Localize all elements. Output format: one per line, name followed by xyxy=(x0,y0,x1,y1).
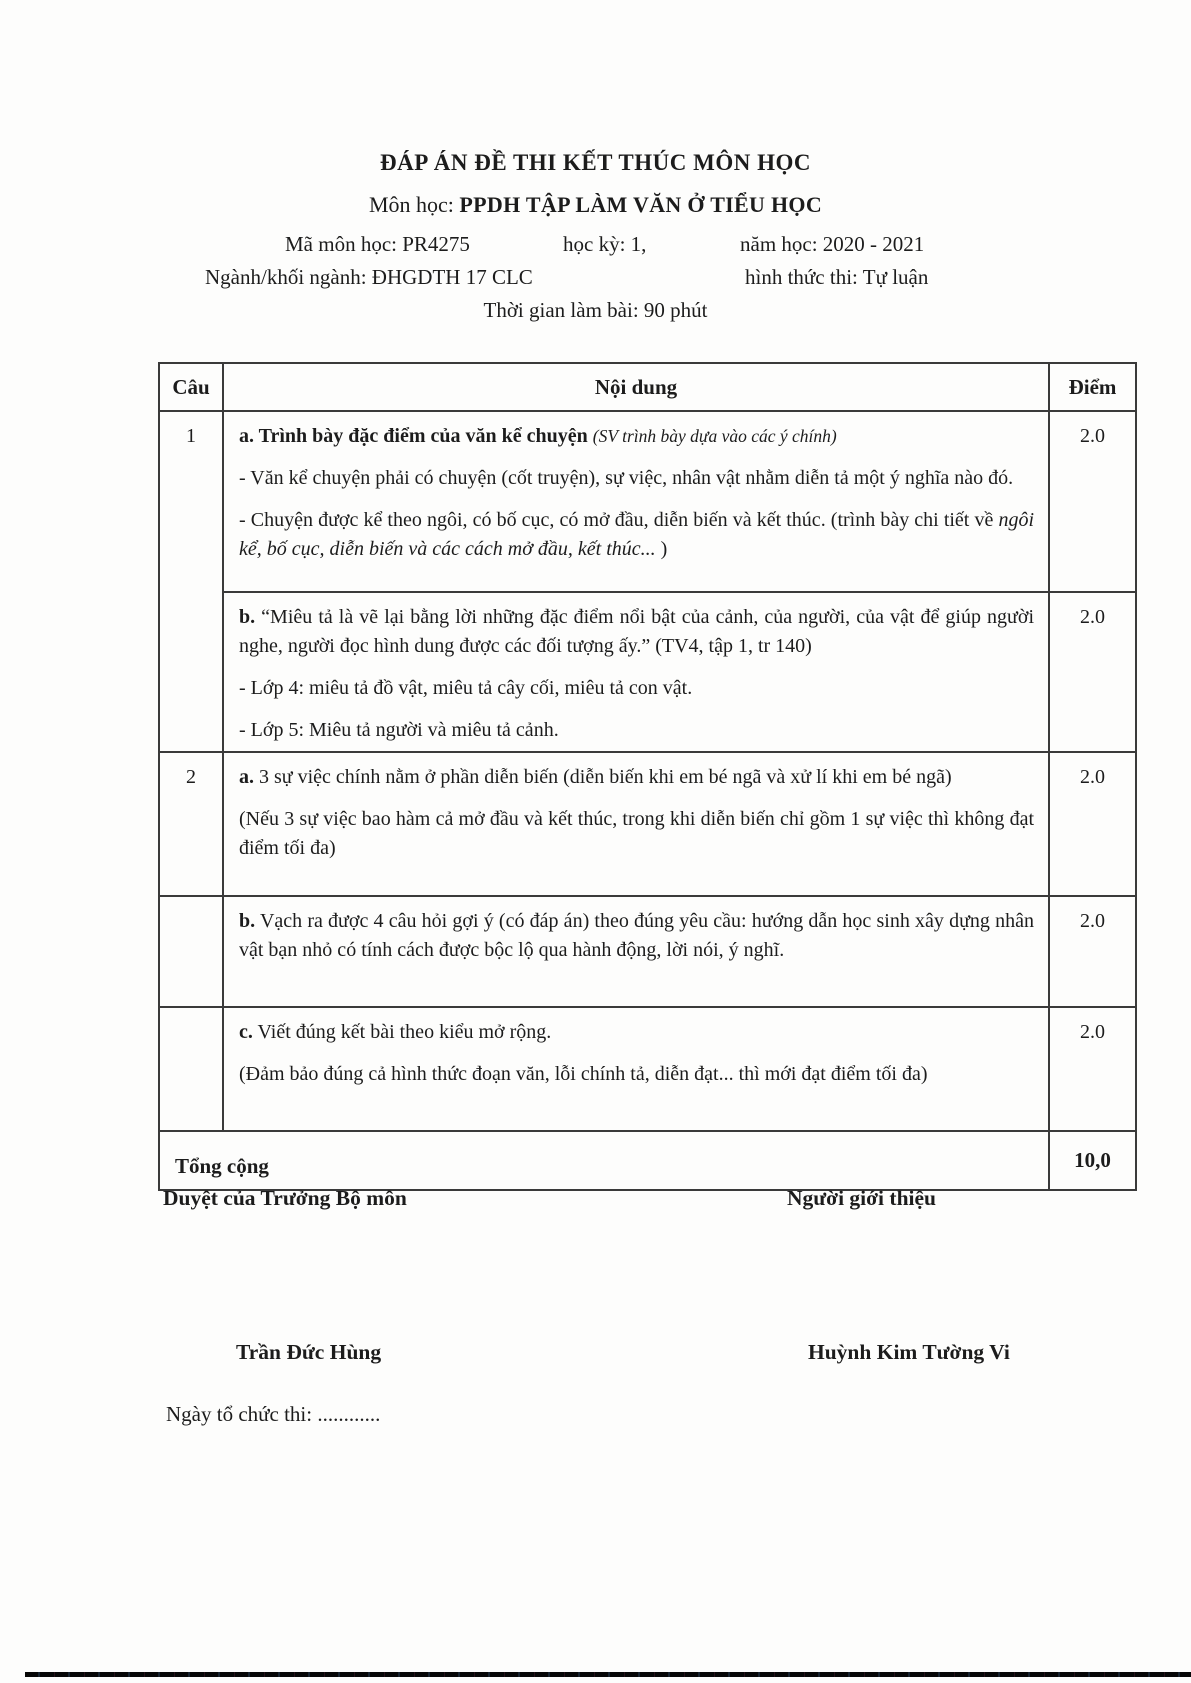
text-run: Vạch ra được 4 câu hỏi gợi ý (có đáp án) theo đúng yêu cầu: hướng dẫn học sinh xây dựng nhân vật bạn nhỏ có tính cách được bộc lộ qua hành động, lời nói, ý nghĩ. xyxy=(239,910,1034,961)
introducer-name: Huỳnh Kim Tường Vi xyxy=(808,1340,1010,1364)
text-run: Viết đúng kết bài theo kiểu mở rộng. xyxy=(252,1021,552,1043)
question-number-cell xyxy=(159,1007,223,1131)
question-number-cell: 1 xyxy=(159,411,223,752)
score-cell: 2.0 xyxy=(1049,1007,1136,1131)
scan-artifact-bar xyxy=(25,1672,1191,1677)
semester: học kỳ: 1, xyxy=(563,232,647,256)
answer-paragraph xyxy=(239,603,1034,661)
text-run: 3 sự việc chính nằm ở phần diễn biến (diễn biến khi em bé ngã và xử lí khi em bé ngã) xyxy=(254,766,952,788)
table-row xyxy=(159,896,1136,1007)
table-row xyxy=(159,411,1136,592)
column-header-cau: Câu xyxy=(159,363,223,411)
text-run: - Chuyện được kể theo ngôi, có bố cục, có mở đầu, diễn biến và kết thúc. (trình bày chi tiết về xyxy=(239,509,999,531)
total-label: Tổng cộng xyxy=(159,1131,1049,1190)
answer-paragraph xyxy=(239,805,1034,863)
answer-paragraph xyxy=(239,763,1034,792)
total-value: 10,0 xyxy=(1049,1131,1136,1190)
exam-format: hình thức thi: Tự luận xyxy=(745,265,929,289)
score-cell: 2.0 xyxy=(1049,411,1136,592)
answer-paragraph xyxy=(239,1060,1034,1089)
answer-paragraph xyxy=(239,674,1034,703)
text-run: - Lớp 5: Miêu tả người và miêu tả cảnh. xyxy=(239,719,559,741)
text-run: (Nếu 3 sự việc bao hàm cả mở đầu và kết thúc, trong khi diễn biến chỉ gồm 1 sự việc thì không đạt điểm tối đa) xyxy=(239,808,1034,859)
exam-date-line: Ngày tổ chức thi: ............ xyxy=(166,1402,381,1426)
answer-content-cell xyxy=(223,592,1049,752)
text-run: (SV trình bày dựa vào các ý chính) xyxy=(592,426,837,446)
major: Ngành/khối ngành: ĐHGDTH 17 CLC xyxy=(205,265,533,289)
approver-name: Trần Đức Hùng xyxy=(236,1340,382,1364)
text-run: b. xyxy=(239,910,256,932)
school-year: năm học: 2020 - 2021 xyxy=(740,232,925,256)
answer-content-cell xyxy=(223,411,1049,592)
answer-content-cell xyxy=(223,896,1049,1007)
table-row xyxy=(159,592,1136,752)
column-header-diem: Điểm xyxy=(1049,363,1136,411)
answer-paragraph xyxy=(239,1018,1034,1047)
text-run: ngôi kể, bố cục, diễn biến và các cách mở đầu, kết thúc... xyxy=(239,509,1034,560)
answer-paragraph xyxy=(239,716,1034,745)
text-run: c. xyxy=(239,1021,253,1043)
answer-paragraph xyxy=(239,464,1034,493)
column-header-noi-dung: Nội dung xyxy=(223,363,1049,411)
subject-label: Môn học: xyxy=(368,192,460,217)
course-code: Mã môn học: PR4275 xyxy=(285,232,470,256)
score-cell: 2.0 xyxy=(1049,752,1136,896)
subject-value: PPDH TẬP LÀM VĂN Ở TIỂU HỌC xyxy=(459,192,823,217)
text-run: ) xyxy=(655,538,668,560)
answer-content-cell xyxy=(223,752,1049,896)
text-run: - Văn kể chuyện phải có chuyện (cốt truyện), sự việc, nhân vật nhằm diễn tả một ý nghĩa nào đó. xyxy=(239,467,1014,489)
answer-paragraph xyxy=(239,907,1034,965)
question-number-cell: 2 xyxy=(159,752,223,896)
total-row xyxy=(159,1131,1136,1190)
answer-paragraph xyxy=(239,506,1034,564)
table-header-row xyxy=(159,363,1136,411)
question-number-cell xyxy=(159,896,223,1007)
score-cell: 2.0 xyxy=(1049,896,1136,1007)
score-cell: 2.0 xyxy=(1049,592,1136,752)
text-run: (Đảm bảo đúng cả hình thức đoạn văn, lỗi chính tả, diễn đạt... thì mới đạt điểm tối đa) xyxy=(239,1063,928,1085)
text-run: “Miêu tả là vẽ lại bằng lời những đặc điểm nổi bật của cảnh, của người, của vật để giúp người nghe, người đọc hình dung được các đối tượng ấy.” (TV4, tập 1, tr 140) xyxy=(239,606,1034,657)
exam-duration: Thời gian làm bài: 90 phút xyxy=(483,298,708,322)
text-run: a. Trình bày đặc điểm của văn kể chuyện xyxy=(239,425,593,447)
answer-content-cell xyxy=(223,1007,1049,1131)
introducer-title: Người giới thiệu xyxy=(787,1186,936,1210)
table-row xyxy=(159,1007,1136,1131)
answer-key-table xyxy=(158,362,1137,1191)
text-run: b. xyxy=(239,606,256,628)
subject-line xyxy=(0,192,1191,218)
text-run: a. xyxy=(239,766,254,788)
answer-paragraph xyxy=(239,422,1034,451)
approver-title: Duyệt của Trưởng Bộ môn xyxy=(163,1186,407,1210)
document-title: ĐÁP ÁN ĐỀ THI KẾT THÚC MÔN HỌC xyxy=(380,150,811,175)
table-row xyxy=(159,752,1136,896)
text-run: - Lớp 4: miêu tả đồ vật, miêu tả cây cối, miêu tả con vật. xyxy=(239,677,693,699)
